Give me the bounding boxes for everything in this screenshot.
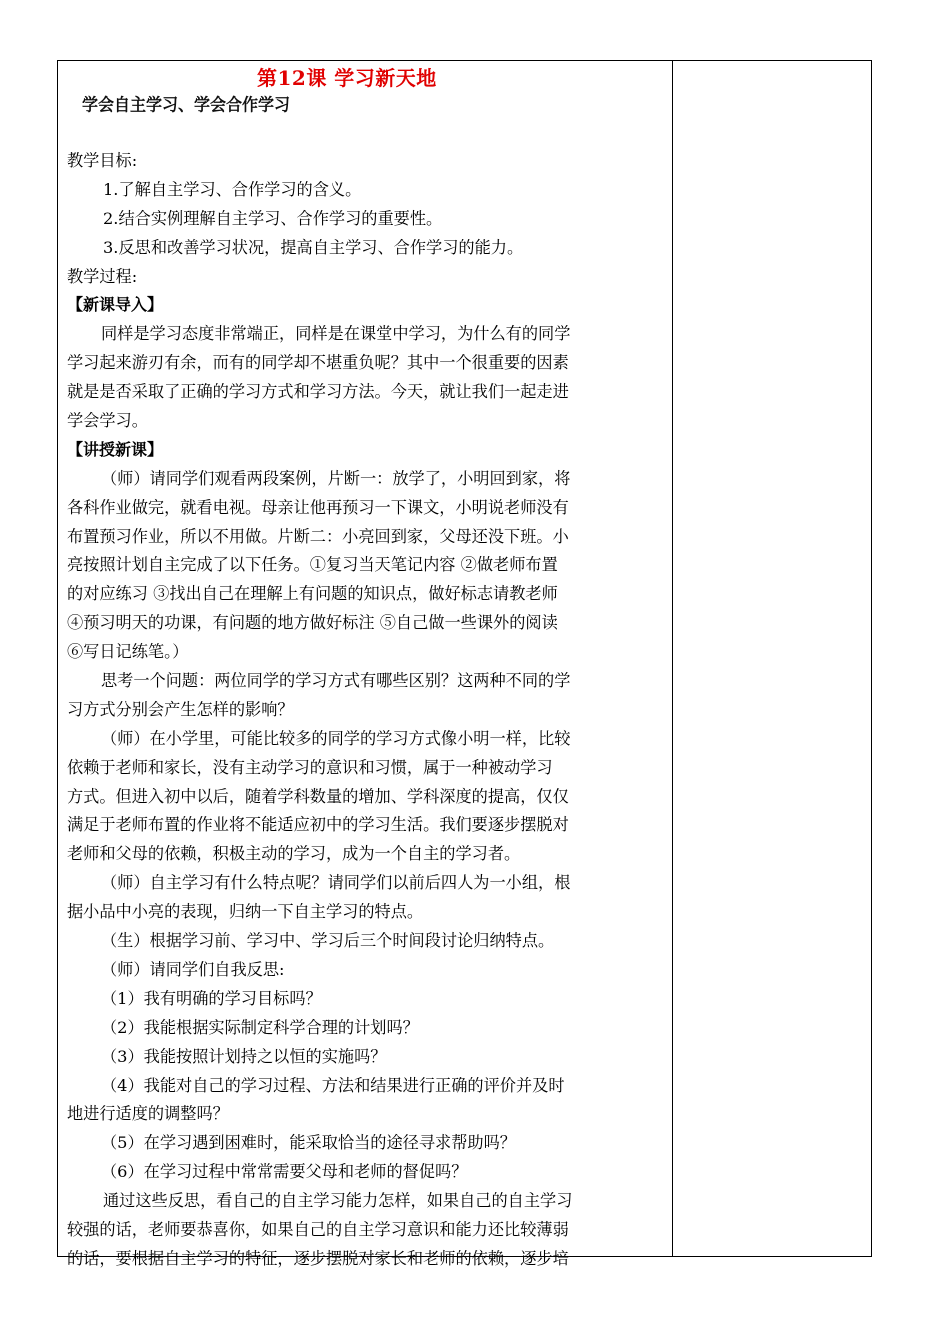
text-line: （师）请同学们自我反思: bbox=[101, 959, 285, 979]
text-line: （6）在学习过程中常常需要父母和老师的督促吗？ bbox=[101, 1162, 468, 1182]
text-line: （师）自主学习有什么特点呢？请同学们以前后四人为一小组，根 bbox=[101, 873, 571, 893]
text-line: 地进行适度的调整吗？ bbox=[67, 1104, 229, 1124]
text-line: 就是是否采取了正确的学习方式和学习方法。今天，就让我们一起走进 bbox=[67, 382, 569, 402]
text-line: 老师和父母的依赖，积极主动的学习，成为一个自主的学习者。 bbox=[67, 844, 521, 864]
text-line: 亮按照计划自主完成了以下任务。①复习当天笔记内容 ②做老师布置 bbox=[67, 555, 558, 575]
text-line: （师）请同学们观看两段案例，片断一：放学了，小明回到家，将 bbox=[101, 468, 571, 488]
text-line: 依赖于老师和家长，没有主动学习的意识和习惯，属于一种被动学习 bbox=[67, 757, 553, 777]
text-line: （1）我有明确的学习目标吗？ bbox=[101, 988, 322, 1008]
text-line: （师）在小学里，可能比较多的同学的学习方式像小明一样，比较 bbox=[101, 728, 571, 748]
text-line: 1.了解自主学习、合作学习的含义。 bbox=[103, 179, 362, 199]
page-title: 第12课 学习新天地 bbox=[257, 66, 437, 90]
text-line: 【讲授新课】 bbox=[67, 439, 164, 459]
text-line: 据小品中小亮的表现，归纳一下自主学习的特点。 bbox=[67, 902, 424, 922]
text-line: 的对应练习 ③找出自己在理解上有问题的知识点，做好标志请教老师 bbox=[67, 584, 558, 604]
text-line: （5）在学习遇到困难时，能采取恰当的途径寻求帮助吗？ bbox=[101, 1133, 516, 1153]
text-line: （生）根据学习前、学习中、学习后三个时间段讨论归纳特点。 bbox=[101, 931, 555, 951]
text-line: （3）我能按照计划持之以恒的实施吗？ bbox=[101, 1046, 387, 1066]
text-line: 满足于老师布置的作业将不能适应初中的学习生活。我们要逐步摆脱对 bbox=[67, 815, 569, 835]
text-line: 教学目标: bbox=[67, 151, 138, 170]
text-line: 教学过程: bbox=[67, 266, 138, 286]
text-line: 同样是学习态度非常端正，同样是在课堂中学习，为什么有的同学 bbox=[101, 324, 571, 344]
text-line: 3.反思和改善学习状况，提高自主学习、合作学习的能力。 bbox=[103, 237, 524, 257]
text-line: 思考一个问题：两位同学的学习方式有哪些区别？这两种不同的学 bbox=[101, 671, 571, 691]
text-line: 学习起来游刃有余，而有的同学却不堪重负呢？其中一个很重要的因素 bbox=[67, 353, 569, 373]
text-line: 学会学习。 bbox=[67, 411, 148, 431]
text-line: 各科作业做完，就看电视。母亲让他再预习一下课文，小明说老师没有 bbox=[67, 497, 569, 517]
text-line: 较强的话，老师要恭喜你，如果自己的自主学习意识和能力还比较薄弱 bbox=[67, 1219, 569, 1239]
lesson-body bbox=[67, 147, 663, 1274]
text-line: ⑥写日记练笔。） bbox=[67, 642, 189, 662]
text-line: 【新课导入】 bbox=[67, 295, 164, 315]
text-line: 习方式分别会产生怎样的影响？ bbox=[67, 699, 294, 719]
text-line: 布置预习作业，所以不用做。片断二：小亮回到家，父母还没下班。小 bbox=[67, 526, 569, 546]
text-line: ④预习明天的功课，有问题的地方做好标注 ⑤自己做一些课外的阅读 bbox=[67, 613, 558, 633]
text-line: 2.结合实例理解自主学习、合作学习的重要性。 bbox=[103, 208, 443, 228]
text-line: 的话，要根据自主学习的特征，逐步摆脱对家长和老师的依赖，逐步培 bbox=[67, 1248, 569, 1268]
page-subtitle: 学会自主学习、学会合作学习 bbox=[82, 94, 291, 115]
column-divider bbox=[672, 60, 673, 1257]
text-line: （2）我能根据实际制定科学合理的计划吗？ bbox=[101, 1017, 419, 1037]
text-line: 方式。但进入初中以后，随着学科数量的增加、学科深度的提高，仅仅 bbox=[67, 786, 569, 806]
text-line: 通过这些反思，看自己的自主学习能力怎样，如果自己的自主学习 bbox=[103, 1191, 573, 1211]
text-line: （4）我能对自己的学习过程、方法和结果进行正确的评价并及时 bbox=[101, 1075, 565, 1095]
